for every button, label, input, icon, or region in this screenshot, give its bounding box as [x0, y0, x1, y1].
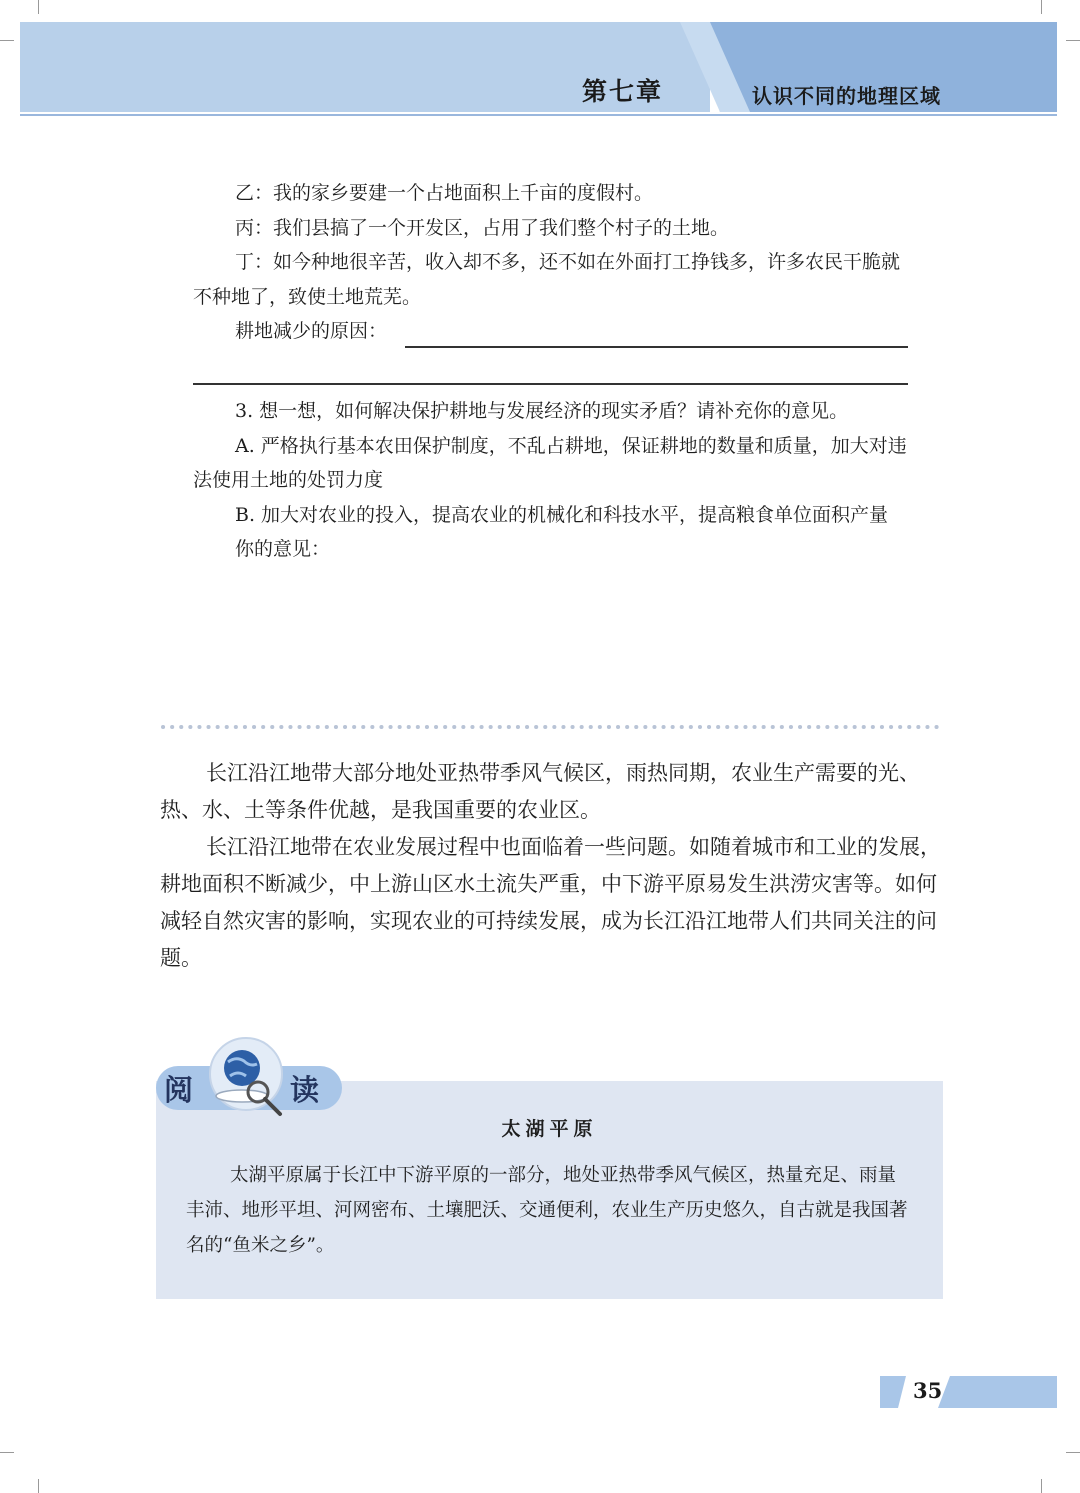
crop-mark: [0, 40, 14, 41]
crop-mark: [38, 1479, 39, 1493]
answer-line[interactable]: [193, 383, 908, 385]
crop-mark: [0, 1452, 14, 1453]
option-a: A. 严格执行基本农田保护制度，不乱占耕地，保证耕地的数量和质量，加大对违法使用土地的处罚力度: [193, 434, 907, 491]
crop-mark: [1066, 1452, 1080, 1453]
crop-mark: [1041, 1479, 1042, 1493]
globe-magnifier-icon: [202, 1034, 294, 1124]
statement-yi: 乙：我的家乡要建一个占地面积上千亩的度假村。: [235, 182, 654, 204]
exercise-block: [193, 176, 913, 349]
question-3: 3. 想一想，如何解决保护耕地与发展经济的现实矛盾？请补充你的意见。: [235, 400, 849, 422]
reading-paragraph: 太湖平原属于长江中下游平原的一部分，地处亚热带季风气候区，热量充足、雨量丰沛、地形平坦、河网密布、土壤肥沃、交通便利，农业生产历史悠久，自古就是我国著名的“鱼米之乡”。: [186, 1165, 908, 1256]
option-b: B. 加大对农业的投入，提高农业的机械化和科技水平，提高粮食单位面积产量: [235, 503, 889, 526]
dotted-divider: [160, 724, 944, 730]
question-block: [193, 394, 913, 567]
page-number: 35: [913, 1378, 943, 1403]
answer-line[interactable]: [405, 346, 908, 348]
reading-body: [186, 1158, 914, 1263]
statement-bing: 丙：我们县搞了一个开发区，占用了我们整个村子的土地。: [235, 216, 730, 239]
page-number-bar: [880, 1376, 1057, 1408]
main-text: [160, 755, 945, 977]
paragraph-2: 长江沿江地带在农业发展过程中也面临着一些问题。如随着城市和工业的发展，耕地面积不断减少，中上游山区水土流失严重，中下游平原易发生洪涝灾害等。如何减轻自然灾害的影响，实现农业的可持续发展，成为长江沿江地带人们共同关注的问题。: [160, 835, 941, 970]
crop-mark: [38, 0, 39, 14]
crop-mark: [1066, 40, 1080, 41]
crop-mark: [1041, 0, 1042, 14]
statement-ding: 丁：如今种地很辛苦，收入却不多，还不如在外面打工挣钱多，许多农民干脆就不种地了，致使土地荒芜。: [193, 251, 901, 308]
reading-label-char1: 阅: [164, 1073, 194, 1107]
reason-label: 耕地减少的原因：: [235, 320, 388, 342]
reading-title: 太湖平原: [501, 1118, 598, 1140]
chapter-title: 认识不同的地理区域: [752, 84, 941, 108]
opinion-label: 你的意见：: [235, 538, 331, 560]
chapter-number: 第七章: [582, 77, 664, 106]
reading-label-char2: 读: [290, 1073, 320, 1107]
paragraph-1: 长江沿江地带大部分地处亚热带季风气候区，雨热同期，农业生产需要的光、热、水、土等条件优越，是我国重要的农业区。: [160, 761, 920, 822]
